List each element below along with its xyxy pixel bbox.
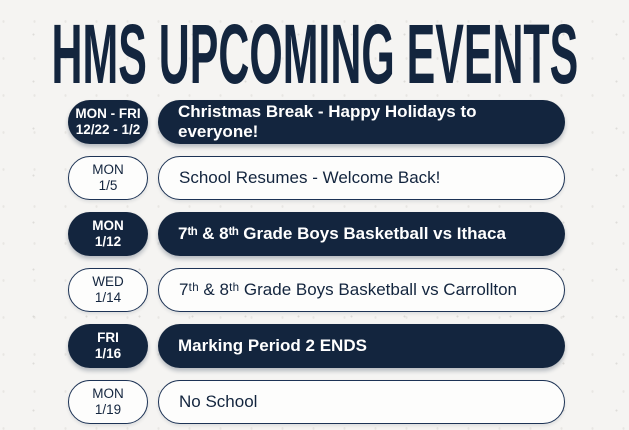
event-day-label: MON [92, 162, 124, 178]
event-row [68, 380, 565, 424]
event-date-label: 1/5 [98, 178, 118, 193]
event-description: Marking Period 2 ENDS [178, 336, 367, 355]
event-day-label: MON - FRI [75, 106, 141, 122]
page-title: HMS UPCOMING EVENTS [51, 5, 578, 101]
event-description-bar [158, 268, 565, 312]
header [0, 5, 629, 101]
event-date-label: 1/19 [94, 402, 122, 417]
event-description-bar [158, 324, 565, 368]
event-date-label: 1/14 [94, 290, 122, 305]
events-list [0, 100, 629, 424]
event-date-pill [68, 100, 148, 144]
event-description-bar [158, 156, 565, 200]
event-day-label: MON [92, 386, 124, 402]
event-date-pill [68, 324, 148, 368]
event-date-pill [68, 212, 148, 256]
event-description-bar [158, 380, 565, 424]
event-description: School Resumes - Welcome Back! [179, 168, 441, 187]
event-description: 7ᵗʰ & 8ᵗʰ Grade Boys Basketball vs Ithaca [178, 224, 506, 243]
event-day-label: WED [92, 274, 124, 290]
event-date-pill [68, 268, 148, 312]
event-row [68, 268, 565, 312]
event-date-pill [68, 156, 148, 200]
event-row [68, 100, 565, 144]
event-date-pill [68, 380, 148, 424]
event-date-label: 12/22 - 1/2 [75, 122, 141, 137]
event-description: 7ᵗʰ & 8ᵗʰ Grade Boys Basketball vs Carrollton [179, 280, 517, 299]
event-day-label: FRI [97, 330, 119, 346]
event-description-bar [158, 212, 565, 256]
event-description-bar [158, 100, 565, 144]
event-row [68, 212, 565, 256]
event-date-label: 1/12 [94, 234, 122, 249]
event-row [68, 324, 565, 368]
event-description: No School [179, 392, 258, 411]
event-day-label: MON [92, 218, 124, 234]
event-description: Christmas Break - Happy Holidays to everyone! [178, 102, 477, 141]
event-date-label: 1/16 [94, 346, 122, 361]
event-row [68, 156, 565, 200]
